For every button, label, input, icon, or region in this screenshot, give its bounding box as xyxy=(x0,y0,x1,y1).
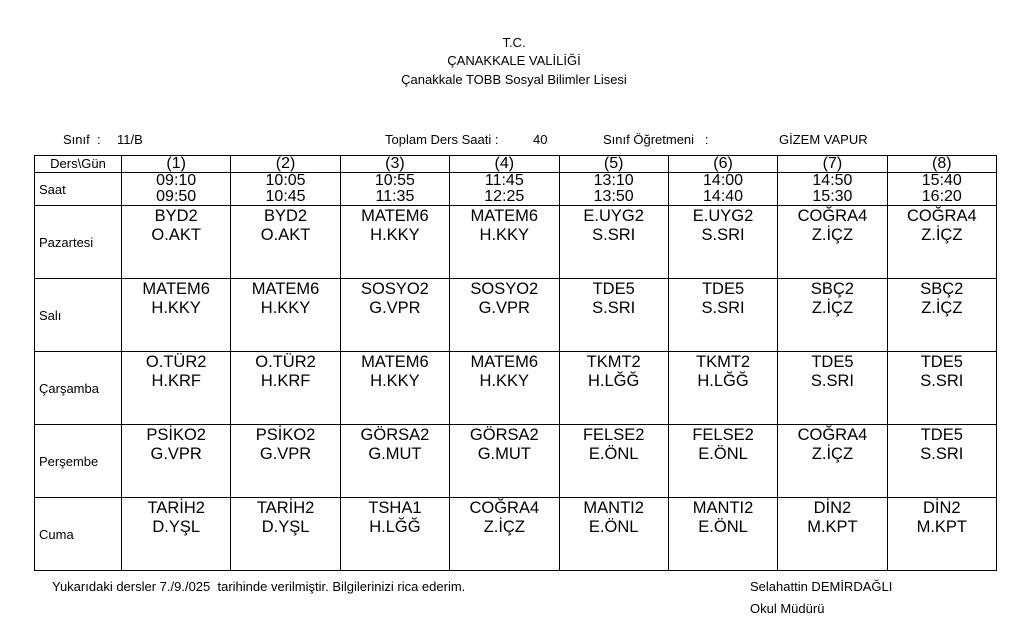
lesson-cell xyxy=(559,425,668,498)
timetable xyxy=(34,155,997,571)
lesson-course: MANTI2 xyxy=(583,499,644,517)
lesson-course: SBÇ2 xyxy=(920,280,964,298)
lesson-teacher: M.KPT xyxy=(807,518,858,536)
lesson-teacher: S.SRI xyxy=(920,445,964,463)
period-end-time: 09:50 xyxy=(156,188,197,205)
footer-note: Yukarıdaki dersler 7./9./025 tarihinde verilmiştir. Bilgilerinizi rica ederim. xyxy=(52,579,466,594)
lesson-course: COĞRA4 xyxy=(797,207,868,225)
lesson-course: TARİH2 xyxy=(147,499,205,517)
lesson-course: PSİKO2 xyxy=(146,426,206,444)
day-row xyxy=(35,352,997,425)
lesson-teacher: H.KKY xyxy=(479,372,530,390)
lesson-teacher: H.LĞĞ xyxy=(697,372,749,390)
class-teacher-value: GİZEM VAPUR xyxy=(779,132,868,147)
lesson-course: MATEM6 xyxy=(251,280,320,298)
lesson-course: O.TÜR2 xyxy=(255,353,316,371)
lesson-course: COĞRA4 xyxy=(906,207,977,225)
period-number: (6) xyxy=(668,156,777,173)
lesson-cell xyxy=(450,352,559,425)
lesson-cell xyxy=(231,352,340,425)
period-end-time: 14:40 xyxy=(703,188,744,205)
lesson-course: PSİKO2 xyxy=(255,426,316,444)
lesson-cell xyxy=(559,206,668,279)
lesson-teacher: E.ÖNL xyxy=(588,518,639,536)
period-start-time: 10:55 xyxy=(374,172,415,189)
lesson-teacher: O.AKT xyxy=(260,226,311,244)
lesson-cell xyxy=(122,206,231,279)
lesson-teacher: Z.İÇZ xyxy=(921,226,963,244)
lesson-teacher: H.KKY xyxy=(370,372,420,390)
lesson-teacher: H.KRF xyxy=(260,372,311,390)
period-end-time: 15:30 xyxy=(812,188,853,205)
lesson-course: DİN2 xyxy=(923,499,961,517)
period-end-time: 11:35 xyxy=(375,188,415,205)
lesson-course: BYD2 xyxy=(154,207,198,225)
lesson-cell xyxy=(122,279,231,352)
lesson-cell xyxy=(450,498,559,571)
lesson-cell xyxy=(559,498,668,571)
lesson-course: GÖRSA2 xyxy=(469,426,539,444)
period-start-time: 14:50 xyxy=(812,172,853,189)
lesson-cell xyxy=(559,352,668,425)
lesson-teacher: H.KKY xyxy=(370,226,420,244)
lesson-course: SOSYO2 xyxy=(470,280,539,298)
lesson-cell xyxy=(450,279,559,352)
period-start-time: 09:10 xyxy=(156,172,197,189)
lesson-teacher: E.ÖNL xyxy=(698,518,748,536)
period-start-time: 11:45 xyxy=(484,172,524,189)
lesson-cell xyxy=(340,279,449,352)
lesson-cell xyxy=(778,206,887,279)
lesson-teacher: H.KKY xyxy=(151,299,201,317)
lesson-course: MATEM6 xyxy=(361,353,429,371)
lesson-cell xyxy=(668,206,777,279)
lesson-course: TKMT2 xyxy=(586,353,641,371)
lesson-course: TKMT2 xyxy=(696,353,751,371)
lesson-teacher: G.MUT xyxy=(368,445,422,463)
lesson-course: TDE5 xyxy=(811,353,854,371)
period-number: (8) xyxy=(887,156,996,173)
lesson-course: BYD2 xyxy=(264,207,308,225)
lesson-cell xyxy=(450,425,559,498)
lesson-course: COĞRA4 xyxy=(797,426,868,444)
lesson-cell xyxy=(231,206,340,279)
lesson-course: GÖRSA2 xyxy=(360,426,430,444)
lesson-teacher: E.ÖNL xyxy=(698,445,748,463)
header-governorship: ÇANAKKALE VALİLİĞİ xyxy=(447,53,581,68)
lesson-cell xyxy=(668,425,777,498)
lesson-teacher: S.SRI xyxy=(701,299,745,317)
day-row xyxy=(35,425,997,498)
day-label: Perşembe xyxy=(35,425,122,498)
lesson-course: MATEM6 xyxy=(361,207,429,225)
period-number: (4) xyxy=(450,156,559,173)
lesson-teacher: O.AKT xyxy=(151,226,201,244)
period-end-time: 16:20 xyxy=(921,188,962,205)
lesson-cell xyxy=(887,425,996,498)
period-number-row xyxy=(35,156,997,173)
lesson-teacher: H.LĞĞ xyxy=(588,372,640,390)
period-number: (5) xyxy=(559,156,668,173)
lesson-course: TDE5 xyxy=(592,280,635,298)
lesson-teacher: Z.İÇZ xyxy=(483,518,525,536)
lesson-cell xyxy=(778,352,887,425)
lesson-course: TDE5 xyxy=(920,426,963,444)
lesson-cell xyxy=(668,279,777,352)
principal-title: Okul Müdürü xyxy=(750,601,825,616)
period-end-time: 10:45 xyxy=(265,188,306,205)
lesson-teacher: H.LĞĞ xyxy=(369,518,421,536)
lesson-teacher: M.KPT xyxy=(916,518,968,536)
lesson-course: COĞRA4 xyxy=(469,499,540,517)
lesson-cell xyxy=(122,425,231,498)
lesson-cell xyxy=(450,206,559,279)
lesson-teacher: Z.İÇZ xyxy=(921,299,963,317)
lesson-cell xyxy=(231,279,340,352)
period-start-time: 13:10 xyxy=(593,172,634,189)
lesson-course: O.TÜR2 xyxy=(145,353,207,371)
day-row xyxy=(35,206,997,279)
lesson-teacher: H.KKY xyxy=(260,299,311,317)
class-teacher-label: Sınıf Öğretmeni : xyxy=(603,132,709,147)
lesson-cell xyxy=(778,279,887,352)
lesson-teacher: S.SRI xyxy=(592,299,636,317)
period-end-time: 13:50 xyxy=(593,188,634,205)
lesson-teacher: Z.İÇZ xyxy=(811,299,854,317)
header-school-name: Çanakkale TOBB Sosyal Bilimler Lisesi xyxy=(401,72,627,87)
lesson-teacher: Z.İÇZ xyxy=(811,445,854,463)
lesson-course: SBÇ2 xyxy=(810,280,854,298)
lesson-cell xyxy=(887,279,996,352)
lesson-course: E.UYG2 xyxy=(583,207,644,225)
lesson-cell xyxy=(231,425,340,498)
lesson-teacher: G.MUT xyxy=(477,445,531,463)
period-time xyxy=(778,173,887,206)
lesson-course: TDE5 xyxy=(701,280,745,298)
day-label: Çarşamba xyxy=(35,352,122,425)
lesson-teacher: G.VPR xyxy=(369,299,421,317)
lesson-cell xyxy=(887,206,996,279)
total-hours-label: Toplam Ders Saati : xyxy=(385,132,499,147)
day-label: Salı xyxy=(35,279,122,352)
class-value: 11/B xyxy=(117,132,143,147)
period-start-time: 14:00 xyxy=(703,172,744,189)
lesson-teacher: S.SRI xyxy=(920,372,964,390)
day-row xyxy=(35,498,997,571)
period-number: (2) xyxy=(231,156,340,173)
lesson-teacher: S.SRI xyxy=(810,372,854,390)
time-label: Saat xyxy=(35,173,122,206)
lesson-teacher: D.YŞL xyxy=(152,518,201,536)
lesson-cell xyxy=(778,425,887,498)
lesson-teacher: G.VPR xyxy=(150,445,202,463)
period-time xyxy=(231,173,340,206)
period-time xyxy=(340,173,449,206)
lesson-teacher: Z.İÇZ xyxy=(811,226,854,244)
lesson-cell xyxy=(122,498,231,571)
period-start-time: 10:05 xyxy=(265,172,306,189)
lesson-teacher: S.SRI xyxy=(701,226,745,244)
period-number: (7) xyxy=(778,156,887,173)
lesson-course: E.UYG2 xyxy=(692,207,754,225)
lesson-teacher: S.SRI xyxy=(592,226,636,244)
lesson-cell xyxy=(887,352,996,425)
principal-name: Selahattin DEMİRDAĞLI xyxy=(750,579,893,594)
lesson-course: MATEM6 xyxy=(142,280,210,298)
lesson-course: DİN2 xyxy=(813,499,852,517)
lesson-cell xyxy=(559,279,668,352)
period-number: (1) xyxy=(122,156,231,173)
lesson-cell xyxy=(340,425,449,498)
lesson-teacher: G.VPR xyxy=(259,445,312,463)
lesson-course: MATEM6 xyxy=(470,353,539,371)
lesson-course: FELSE2 xyxy=(692,426,754,444)
period-start-time: 15:40 xyxy=(921,172,962,189)
lesson-cell xyxy=(668,498,777,571)
lesson-cell xyxy=(340,206,449,279)
lesson-teacher: H.KKY xyxy=(479,226,530,244)
lesson-teacher: G.VPR xyxy=(478,299,530,317)
period-end-time: 12:25 xyxy=(484,188,525,205)
period-time xyxy=(559,173,668,206)
lesson-teacher: E.ÖNL xyxy=(588,445,639,463)
time-row xyxy=(35,173,997,206)
lesson-course: TARİH2 xyxy=(256,499,315,517)
day-row xyxy=(35,279,997,352)
corner-label: Ders\Gün xyxy=(35,156,122,173)
class-label: Sınıf : xyxy=(63,132,101,147)
lesson-course: TDE5 xyxy=(920,353,963,371)
lesson-teacher: H.KRF xyxy=(151,372,201,390)
total-hours-value: 40 xyxy=(533,132,548,147)
lesson-cell xyxy=(340,498,449,571)
lesson-cell xyxy=(340,352,449,425)
day-label: Pazartesi xyxy=(35,206,122,279)
day-label: Cuma xyxy=(35,498,122,571)
lesson-cell xyxy=(668,352,777,425)
period-time xyxy=(668,173,777,206)
lesson-course: MANTI2 xyxy=(692,499,754,517)
header-country: T.C. xyxy=(502,35,526,50)
lesson-course: TSHA1 xyxy=(368,499,422,517)
lesson-cell xyxy=(231,498,340,571)
period-time xyxy=(450,173,559,206)
period-time xyxy=(887,173,996,206)
lesson-cell xyxy=(778,498,887,571)
lesson-teacher: D.YŞL xyxy=(261,518,310,536)
lesson-course: FELSE2 xyxy=(582,426,645,444)
period-number: (3) xyxy=(340,156,449,173)
lesson-course: MATEM6 xyxy=(470,207,539,225)
period-time xyxy=(122,173,231,206)
lesson-cell xyxy=(122,352,231,425)
lesson-course: SOSYO2 xyxy=(361,280,429,298)
lesson-cell xyxy=(887,498,996,571)
